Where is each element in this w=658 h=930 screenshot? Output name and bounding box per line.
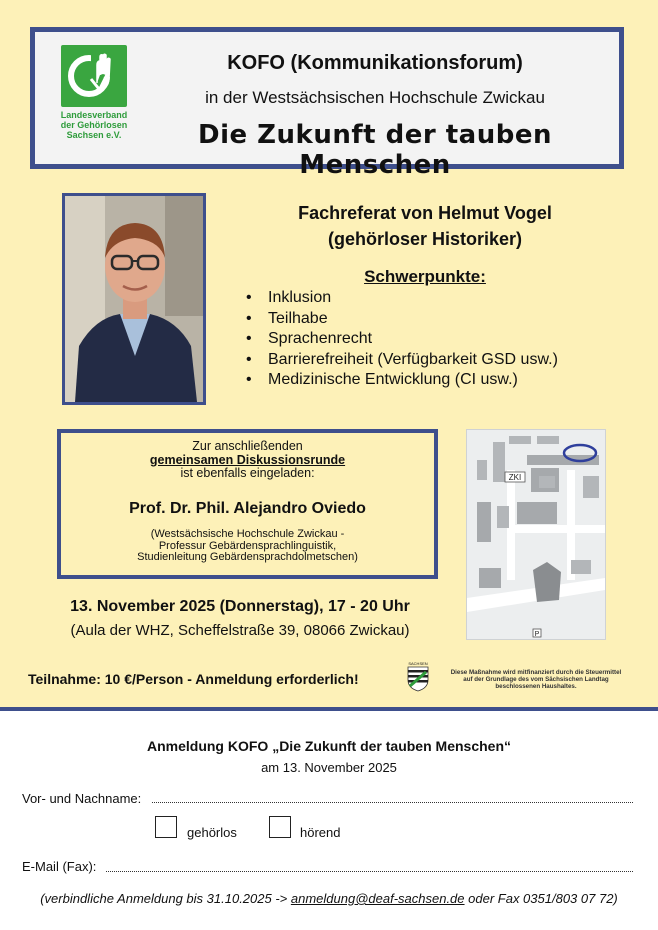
lecture-speaker-role: (gehörloser Historiker) (327, 229, 523, 249)
organization-logo-text (53, 110, 135, 140)
focus-item: • Medizinische Entwicklung (CI usw.) (246, 370, 558, 391)
registration-title: Anmeldung KOFO „Die Zukunft der tauben Menschen“ (146, 738, 511, 754)
name-label: Vor- und Nachname: (22, 791, 142, 806)
institution-line: (Westsächsische Hochschule Zwickau - (150, 528, 345, 540)
section-divider (0, 707, 658, 711)
email-label: E-Mail (Fax): (22, 859, 97, 874)
guest-institution (61, 529, 434, 564)
deaf-checkbox[interactable] (155, 816, 177, 838)
saxony-emblem-icon (404, 661, 432, 697)
lecture-title-line: Fachreferat von Helmut Vogel (298, 203, 552, 223)
event-date-time: 13. November 2025 (Donnerstag), 17 - 20 Uhr (70, 598, 410, 615)
map-label-parking: P (534, 631, 540, 638)
logo-text-line: Landesverband (60, 110, 128, 120)
focus-item: • Inklusion (246, 288, 558, 309)
discussion-emphasis: gemeinsamen Diskussionsrunde (149, 452, 346, 467)
note-suffix: oder Fax 0351/803 07 72) (464, 891, 618, 906)
funding-note-line: Diese Maßnahme wird mitfinanziert durch die Steuermittel (450, 669, 622, 676)
discussion-box (57, 429, 438, 579)
registration-note (0, 891, 658, 906)
state-label: SACHSEN (408, 661, 428, 666)
organization-logo-icon (61, 45, 127, 107)
deaf-checkbox-label: gehörlos (187, 825, 237, 840)
header-box (30, 27, 624, 180)
hearing-checkbox[interactable] (269, 816, 291, 838)
logo-text-line: Sachsen e.V. (66, 130, 122, 140)
registration-email-link[interactable]: anmeldung@deaf-sachsen.de (290, 891, 465, 906)
focus-list (246, 288, 558, 391)
campus-map (466, 429, 606, 640)
guest-name: Prof. Dr. Phil. Alejandro Oviedo (129, 500, 366, 517)
event-location: (Aula der WHZ, Scheffelstraße 39, 08066 Zwickau) (70, 622, 410, 639)
name-field[interactable] (152, 802, 633, 803)
header-title: KOFO (Kommunikationsforum) (227, 52, 523, 74)
hearing-checkbox-label: hörend (300, 825, 341, 840)
focus-item: • Barrierefreiheit (Verfügbarkeit GSD usw.) (246, 350, 558, 371)
main-title: Die Zukunft der tauben Menschen (197, 120, 552, 180)
lecture-title (250, 200, 600, 252)
focus-item: • Teilhabe (246, 309, 558, 330)
discussion-line: Zur anschließenden (192, 439, 303, 453)
email-field[interactable] (106, 871, 633, 872)
header-subtitle: in der Westsächsischen Hochschule Zwickau (205, 88, 545, 107)
participation-fee: Teilnahme: 10 €/Person - Anmeldung erforderlich! (28, 671, 359, 687)
logo-text-line: der Gehörlosen (60, 120, 128, 130)
institution-line: Studienleitung Gebärdensprachdolmetschen) (137, 551, 358, 563)
funding-note-line: auf der Grundlage des vom Sächsischen Landtag (463, 676, 609, 684)
discussion-intro (61, 440, 434, 481)
funding-note (436, 669, 636, 691)
focus-item: • Sprachenrecht (246, 329, 558, 350)
registration-date: am 13. November 2025 (261, 760, 397, 775)
funding-note-line: beschlossenen Haushaltes. (495, 683, 577, 691)
speaker-photo (62, 193, 206, 405)
map-label-zki: ZKI (508, 473, 522, 482)
institution-line: Professur Gebärdensprachlinguistik, (158, 539, 337, 552)
note-prefix: (verbindliche Anmeldung bis 31.10.2025 -> (40, 891, 291, 906)
focus-heading: Schwerpunkte: (364, 267, 486, 286)
discussion-line: ist ebenfalls eingeladen: (180, 466, 315, 480)
